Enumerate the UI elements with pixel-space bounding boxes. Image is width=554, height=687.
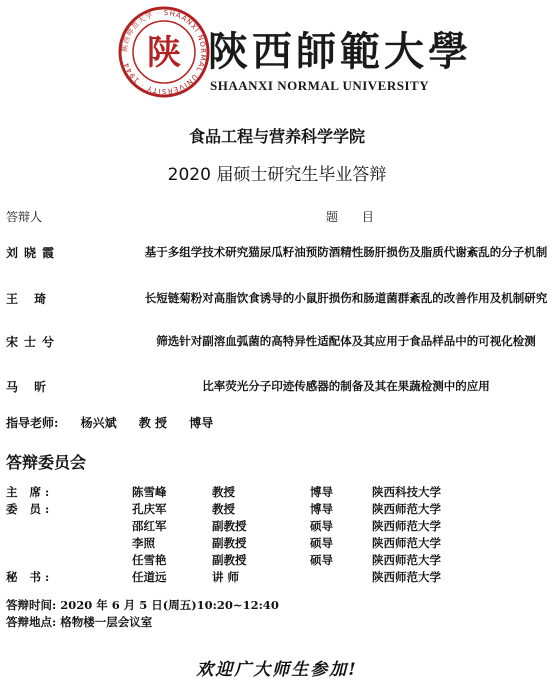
defense-place — [6, 614, 152, 630]
thesis-topic: 长短链菊粉对高脂饮食诱导的小鼠肝损伤和肠道菌群紊乱的改善作用及机制研究 — [144, 291, 548, 305]
event-title: 2020 届硕士研究生毕业答辩 — [167, 165, 387, 185]
member-degree: 博导 — [310, 485, 333, 499]
committee-heading: 答辩委员会 — [6, 453, 87, 472]
member-name: 任道远 — [132, 570, 167, 584]
member-degree: 硕导 — [310, 536, 333, 550]
member-role: 委 员: — [6, 502, 54, 516]
place-label: 答辩地点: — [6, 615, 57, 629]
defender-name: 刘晓霞 — [6, 246, 61, 260]
university-name-cn: 陝西師範大學 — [208, 28, 472, 75]
advisor-title: 教 授 — [138, 416, 168, 430]
defender-name: 马 昕 — [6, 380, 53, 394]
university-logo — [118, 6, 472, 116]
advisor-role: 博导 — [189, 416, 214, 430]
member-degree: 硕导 — [310, 553, 333, 567]
advisor-name: 杨兴斌 — [80, 416, 117, 430]
member-org: 陕西师范大学 — [372, 570, 441, 584]
member-name: 邵红军 — [132, 519, 167, 533]
member-org: 陕西师范大学 — [372, 553, 441, 567]
member-role: 主 席: — [6, 485, 54, 499]
defender-name: 宋士兮 — [6, 335, 61, 349]
university-seal-icon — [118, 6, 210, 98]
member-org: 陕西师范大学 — [372, 502, 441, 516]
time-label: 答辩时间: — [6, 598, 57, 612]
member-degree: 博导 — [310, 502, 333, 516]
seal-center-char: 陕 — [147, 33, 181, 73]
advisor-label: 指导老师: — [6, 416, 59, 430]
defense-time — [6, 597, 279, 613]
member-name: 李照 — [132, 536, 155, 550]
advisor-line — [6, 414, 231, 431]
member-title: 教授 — [212, 502, 235, 516]
member-degree: 硕导 — [310, 519, 333, 533]
member-name: 孔庆军 — [132, 502, 167, 516]
member-title: 副教授 — [212, 519, 247, 533]
seal-ring-text: 陕西师范大学 · SHAANXI NORMAL UNIVERSITY · 1944 — [120, 8, 208, 96]
college-name: 食品工程与营养科学学院 — [188, 127, 365, 146]
member-name: 任雪艳 — [132, 553, 167, 567]
place-value: 格物楼一层会议室 — [60, 615, 153, 629]
member-role: 秘 书: — [6, 570, 54, 584]
member-org: 陕西科技大学 — [372, 485, 441, 499]
member-name: 陈雪峰 — [132, 485, 167, 499]
defender-name: 王 琦 — [6, 292, 53, 306]
thesis-topic: 基于多组学技术研究猫尿瓜籽油预防酒精性肠肝损伤及脂质代谢紊乱的分子机制 — [144, 245, 548, 259]
col-header-defender: 答辩人 — [6, 210, 43, 224]
col-header-topic: 题 目 — [326, 210, 384, 224]
member-org: 陕西师范大学 — [372, 536, 441, 550]
welcome-message: 欢迎广大师生参加! — [196, 660, 358, 680]
time-value: 2020 年 6 月 5 日(周五)10:20~12:40 — [60, 598, 279, 612]
member-org: 陕西师范大学 — [372, 519, 441, 533]
university-name-en: SHAANXI NORMAL UNIVERSITY — [210, 78, 430, 93]
member-title: 教授 — [212, 485, 235, 499]
member-title: 副教授 — [212, 536, 247, 550]
thesis-topic: 筛选针对副溶血弧菌的高特异性适配体及其应用于食品样品中的可视化检测 — [156, 334, 536, 348]
member-title: 副教授 — [212, 553, 247, 567]
member-title: 讲 师 — [212, 570, 240, 584]
thesis-topic: 比率荧光分子印迹传感器的制备及其在果蔬检测中的应用 — [202, 379, 490, 393]
